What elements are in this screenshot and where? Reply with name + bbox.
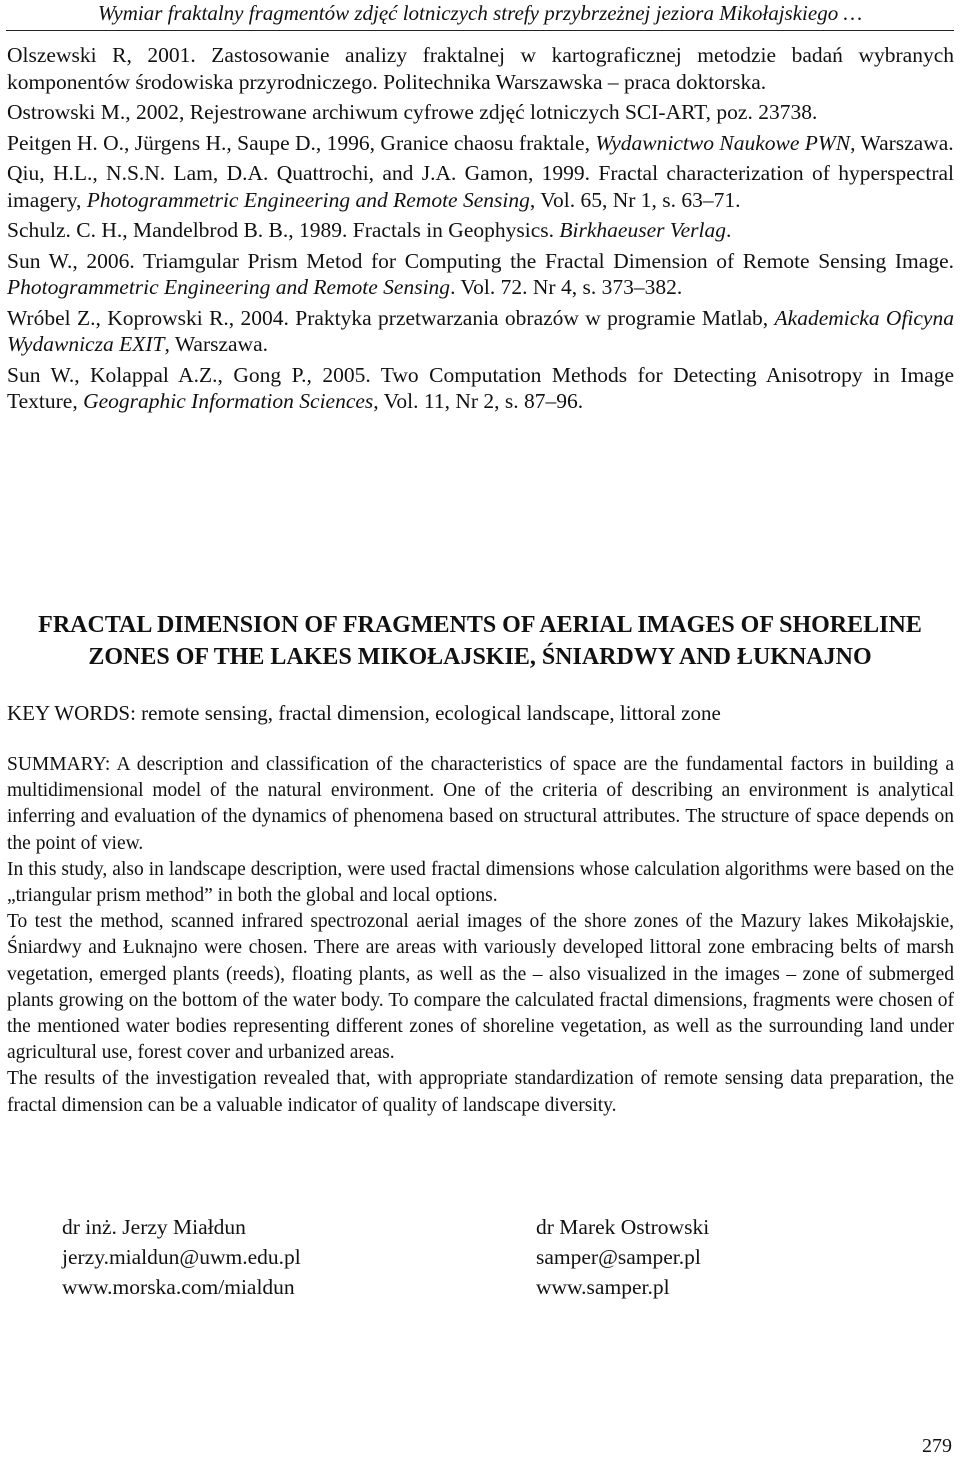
reference-text: Qiu, H.L., N.S.N. Lam, D.A. Quattrochi, and J.A. Gamon, 1999. Fractal characterization of hyperspectral imagery,	[7, 161, 954, 212]
author-website[interactable]: www.samper.pl	[536, 1275, 670, 1299]
author-email[interactable]: jerzy.mialdun@uwm.edu.pl	[62, 1245, 301, 1269]
author-block	[536, 1212, 709, 1302]
reference-text: , Vol. 65, Nr 1, s. 63–71.	[529, 187, 741, 212]
keywords: KEY WORDS: remote sensing, fractal dimension, ecological landscape, littoral zone	[7, 701, 721, 725]
author-website[interactable]: www.morska.com/mialdun	[62, 1275, 295, 1299]
summary	[7, 752, 954, 1119]
article-title-line: ZONES OF THE LAKES MIKOŁAJSKIE, ŚNIARDWY AND ŁUKNAJNO	[88, 644, 872, 670]
reference-text: Sun W., Kolappal A.Z., Gong P., 2005. Two Computation Methods for Detecting Anisotropy in Image Texture,	[7, 362, 954, 413]
reference-item: Ostrowski M., 2002, Rejestrowane archiwum cyfrowe zdjęć lotniczych SCI-ART, poz. 23738.	[7, 100, 818, 124]
reference-item	[7, 362, 954, 415]
running-header: Wymiar fraktalny fragmentów zdjęć lotniczych strefy przybrzeżnej jeziora Mikołajskiego …	[0, 0, 960, 30]
reference-item	[7, 217, 954, 244]
reference-text: , Vol. 11, Nr 2, s. 87–96.	[373, 389, 584, 413]
reference-publisher: Akademicka Oficyna Wydawnicza EXIT	[7, 305, 954, 356]
author-email[interactable]: samper@samper.pl	[536, 1245, 701, 1269]
reference-item	[7, 160, 954, 213]
reference-item	[7, 130, 954, 157]
author-name: dr Marek Ostrowski	[536, 1215, 710, 1239]
reference-journal: Photogrammetric Engineering and Remote Sensing	[86, 187, 530, 212]
reference-text: Sun W., 2006. Triamgular Prism Metod for Computing the Fractal Dimension of Remote Sensing Image.	[7, 248, 954, 273]
summary-paragraph: In this study, also in landscape description, were used fractal dimensions whose calculation algorithms were based on the „triangular prism method” in both the global and local options.	[7, 858, 954, 907]
reference-item: Olszewski R, 2001. Zastosowanie analizy fraktalnej w kartograficznej metodzie badań wybranych komponentów środowiska przyrodniczego. Politechnika Warszawska – praca doktorska.	[7, 43, 954, 94]
reference-list	[7, 42, 954, 419]
reference-item	[7, 248, 954, 301]
reference-text: , Warszawa.	[850, 130, 954, 155]
reference-text: .	[725, 218, 732, 242]
author-name: dr inż. Jerzy Miałdun	[62, 1215, 246, 1239]
reference-text: . Vol. 72. Nr 4, s. 373–382.	[450, 275, 683, 299]
reference-publisher: Birkhaeuser Verlag	[559, 218, 726, 242]
reference-journal: Geographic Information Sciences	[83, 389, 374, 413]
reference-journal: Photogrammetric Engineering and Remote Sensing	[7, 275, 451, 299]
article-title	[0, 609, 960, 673]
reference-text: , Warszawa.	[164, 332, 269, 356]
reference-text: Peitgen H. O., Jürgens H., Saupe D., 1996, Granice chaosu fraktale,	[7, 130, 596, 155]
reference-item	[7, 305, 954, 358]
reference-text: Schulz. C. H., Mandelbrod B. B., 1989. Fractals in Geophysics.	[7, 218, 560, 242]
page-number: 279	[922, 1435, 952, 1457]
summary-paragraph: The results of the investigation revealed that, with appropriate standardization of remote sensing data preparation, the fractal dimension can be a valuable indicator of quality of landscape diversity.	[7, 1068, 954, 1116]
summary-paragraph: To test the method, scanned infrared spectrozonal aerial images of the shore zones of the Mazury lakes Mikołajskie, Śniardwy and Łuknajno were chosen. There are areas with variously developed littoral zone embracing belts of marsh vegetation, emerged plants (reeds), floating plants, as well as the – also visualized in the images – zone of submerged plants growing on the bottom of the water body. To compare the calculated fractal dimensions, fragments were chosen of the mentioned water bodies representing different zones of shoreline vegetation, as well as the surrounding land under agricultural use, forest cover and urbanized areas.	[7, 911, 954, 1064]
summary-paragraph: SUMMARY: A description and classification of the characteristics of space are the fundamental factors in building a multidimensional model of the natural environment. One of the criteria of describing an environment is analytical inferring and evaluation of the dynamics of phenomena based on structural attributes. The structure of space depends on the point of view.	[7, 754, 954, 854]
article-title-line: FRACTAL DIMENSION OF FRAGMENTS OF AERIAL IMAGES OF SHORELINE	[38, 612, 922, 638]
reference-publisher: Wydawnictwo Naukowe PWN	[595, 130, 851, 155]
reference-text: Wróbel Z., Koprowski R., 2004. Praktyka przetwarzania obrazów w programie Matlab,	[7, 305, 775, 330]
author-block	[62, 1212, 301, 1302]
